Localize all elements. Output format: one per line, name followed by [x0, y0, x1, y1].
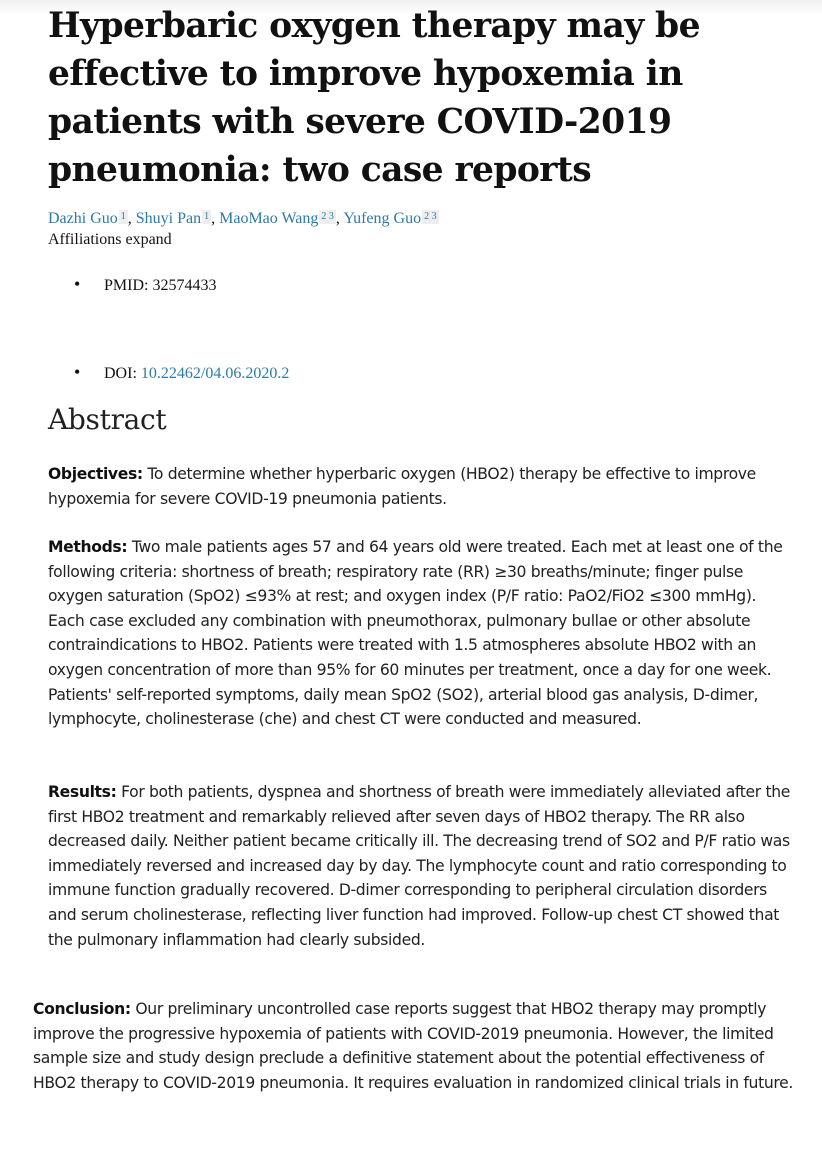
bullet-icon: • [74, 362, 81, 382]
affiliation-marker[interactable]: 2 3 [424, 211, 437, 222]
affiliation-marker[interactable]: 2 3 [321, 211, 334, 222]
conclusion-text: Our preliminary uncontrolled case reports suggest that HBO2 therapy may promptly improve the progressive hypoxemia of patients with COVID-2019 pneumonia. However, the limited sample size and study design preclude a definitive statement about the potential effectiveness of HBO2 therapy to COVID-2019 pneumonia. It requires evaluation in randomized clinical trials in future. [33, 1000, 793, 1092]
author-link-yufeng-guo[interactable]: Yufeng Guo [343, 210, 422, 227]
author-separator: , [211, 210, 220, 227]
affiliations-expand-toggle[interactable]: Affiliations expand [48, 231, 172, 248]
author-link-dazhi-guo[interactable]: Dazhi Guo [48, 210, 118, 227]
article-title: Hyperbaric oxygen therapy may be effective to improve hypoxemia in patients with severe COVID-2019 pneumonia: two case reports [48, 6, 700, 190]
doi-label: DOI: [104, 365, 137, 382]
methods-label: Methods: [48, 538, 128, 556]
results-label: Results: [48, 783, 117, 801]
pmid-value: 32574433 [152, 277, 217, 294]
pmid-label: PMID: [104, 277, 149, 294]
author-list [48, 209, 439, 229]
abstract-methods [48, 535, 790, 732]
results-text: For both patients, dyspnea and shortness of breath were immediately alleviated after the first HBO2 treatment and remarkably relieved after seven days of HBO2 therapy. The RR also decreased daily. Neither patient became critically ill. The decreasing trend of SO2 and P/F ratio was immediately reversed and increased day by day. The lymphocyte count and ratio corresponding to immune function gradually recovered. D-dimer corresponding to peripheral circulation disorders and serum cholinesterase, reflecting liver function had improved. Follow-up chest CT showed that the pulmonary inflammation had clearly subsided. [48, 783, 790, 949]
abstract-results [48, 780, 790, 952]
affiliation-marker[interactable]: 1 [120, 211, 126, 222]
objectives-text: To determine whether hyperbaric oxygen (HBO2) therapy be effective to improve hypoxemia for severe COVID-19 pneumonia patients. [48, 465, 756, 508]
doi-item [74, 362, 289, 383]
author-link-shuyi-pan[interactable]: Shuyi Pan [135, 210, 202, 227]
abstract-objectives [48, 462, 788, 511]
abstract-conclusion [33, 997, 803, 1095]
pmid-item [74, 274, 216, 295]
doi-link[interactable]: 10.22462/04.06.2020.2 [140, 365, 290, 382]
author-separator: , [335, 210, 344, 227]
abstract-heading: Abstract [48, 403, 167, 436]
objectives-label: Objectives: [48, 465, 143, 483]
author-separator: , [127, 210, 136, 227]
methods-text: Two male patients ages 57 and 64 years old were treated. Each met at least one of the following criteria: shortness of breath; respiratory rate (RR) ≥30 breaths/minute; finger pulse oxygen saturation (SpO2) ≤93% at rest; and oxygen index (P/F ratio: PaO2/FiO2 ≤300 mmHg). Each case excluded any combination with pneumothorax, pulmonary bullae or other absolute contraindications to HBO2. Patients were treated with 1.5 atmospheres absolute HBO2 with an oxygen concentration of more than 95% for 60 minutes per treatment, once a day for one week. Patients' self-reported symptoms, daily mean SpO2 (SO2), arterial blood gas analysis, D-dimer, lymphocyte, cholinesterase (che) and chest CT were conducted and measured. [48, 538, 783, 729]
affiliation-marker[interactable]: 1 [204, 211, 210, 222]
conclusion-label: Conclusion: [33, 1000, 131, 1018]
author-link-maomao-wang[interactable]: MaoMao Wang [219, 210, 319, 227]
bullet-icon: • [74, 274, 81, 294]
